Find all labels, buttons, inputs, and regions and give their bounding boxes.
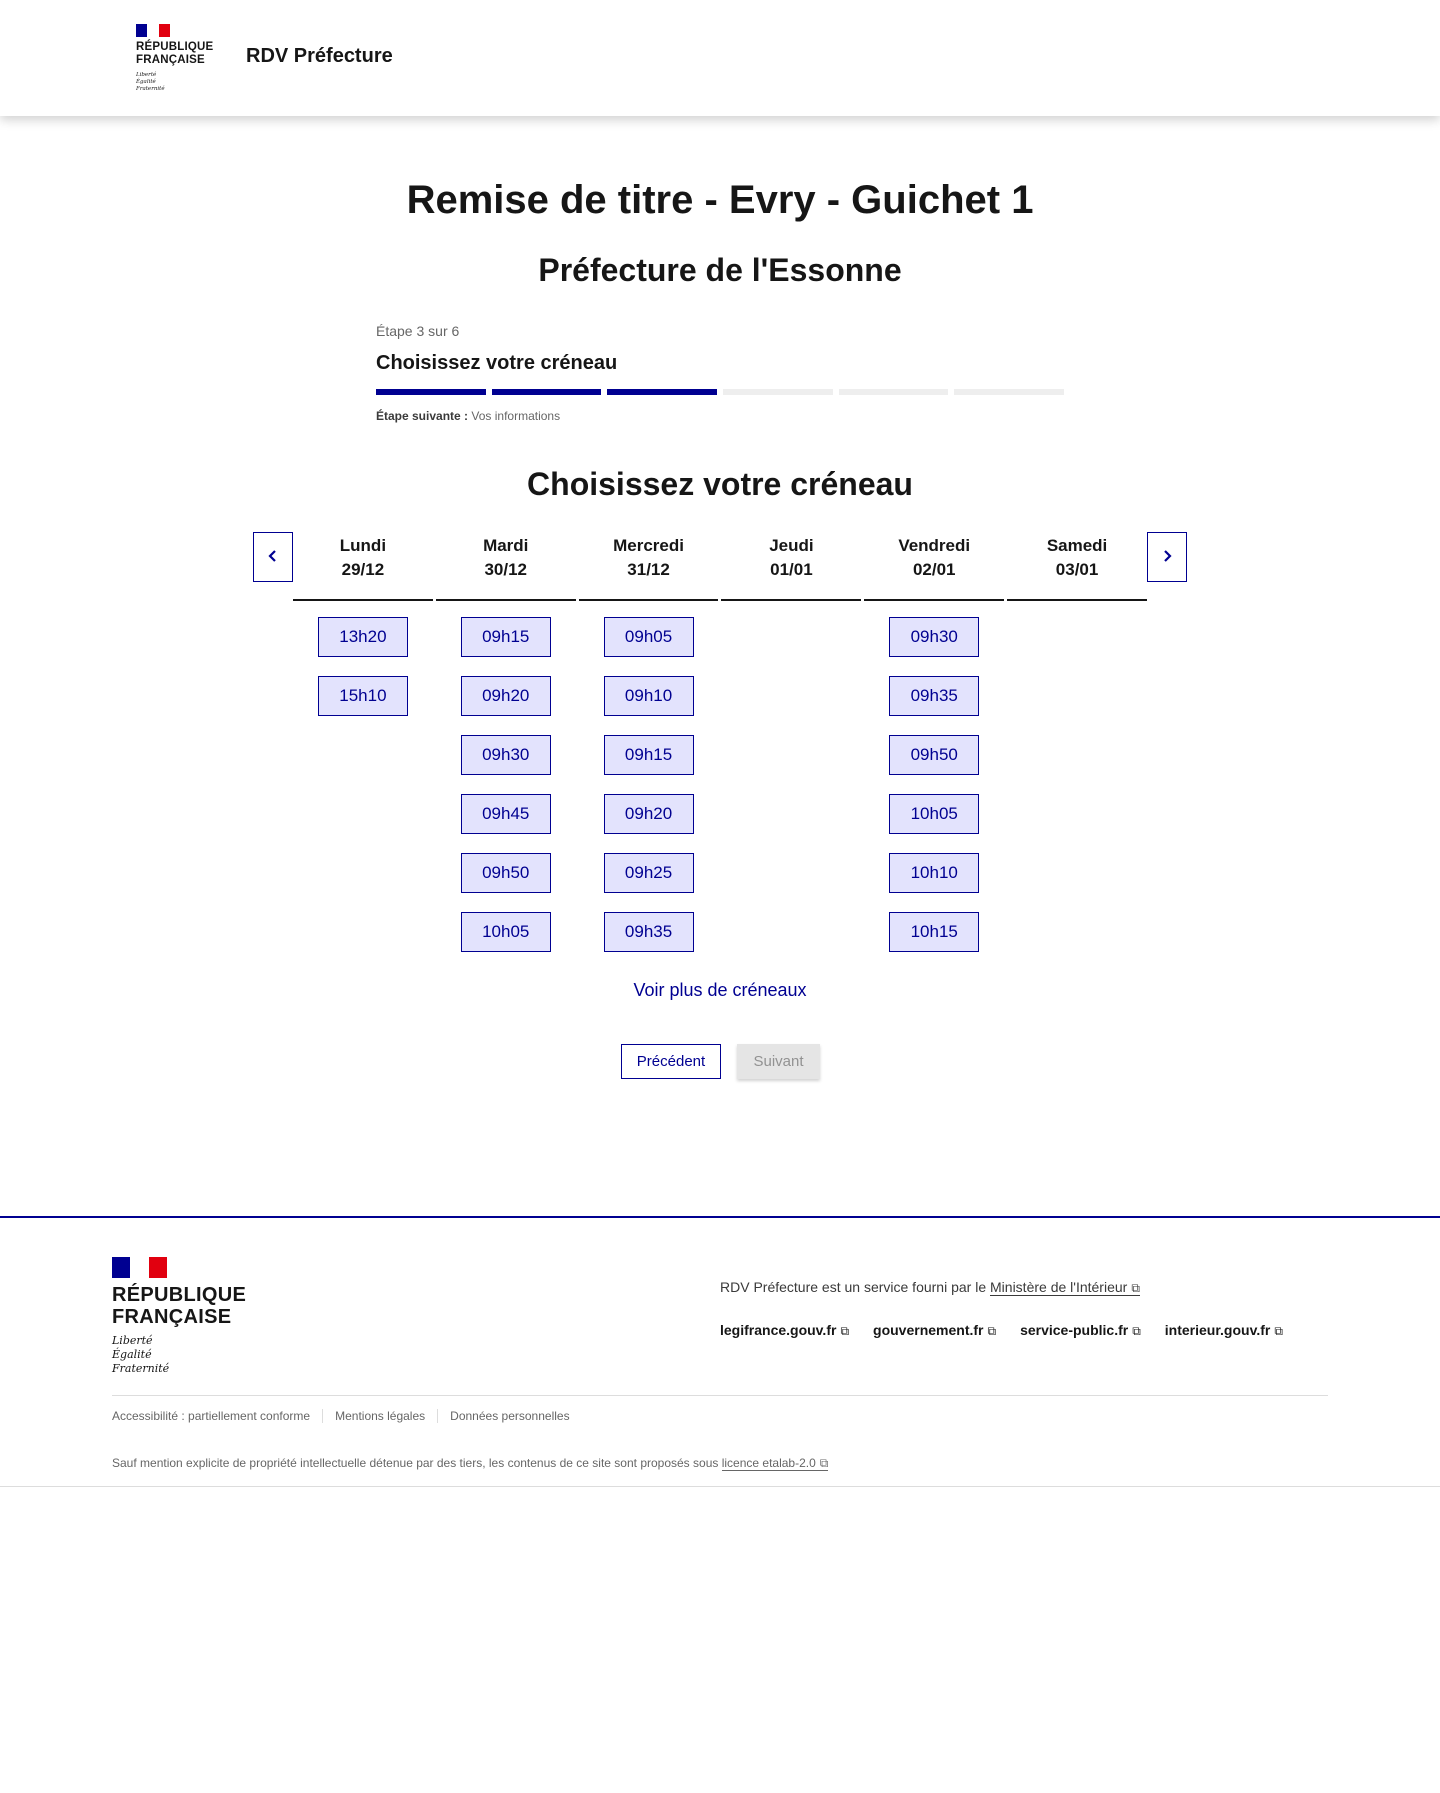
step-bar [723,389,833,395]
footer-link-gouvernement[interactable]: gouvernement.fr ⧉ [873,1322,997,1338]
license-text: Sauf mention explicite de propriété intellectuelle détenue par des tiers, les contenus de ce site sont proposés sous [112,1456,719,1470]
footer-link-interieur[interactable]: interieur.gouv.fr ⧉ [1164,1322,1283,1338]
step-next [376,409,1064,423]
time-slot-button[interactable]: 10h15 [889,912,979,952]
external-link-icon: ⧉ [840,1324,850,1338]
external-link-icon: ⧉ [1274,1324,1283,1338]
day-column [1007,532,1147,952]
time-slot-button[interactable]: 10h05 [461,912,551,952]
previous-button[interactable]: Précédent [621,1044,721,1079]
footer-link-legifrance[interactable]: legifrance.gouv.fr ⧉ [720,1322,850,1338]
day-column [436,532,576,952]
license-link[interactable]: licence etalab-2.0 ⧉ [721,1456,829,1470]
day-name: Samedi [1046,536,1108,555]
legal-notice-link[interactable]: Mentions légales [322,1409,437,1423]
footer-description-text: RDV Préfecture est un service fourni par le [720,1279,987,1295]
day-header [436,532,576,601]
footer-description [720,1279,1140,1296]
chevron-right-icon [1160,546,1174,569]
day-header [1007,532,1147,601]
step-next-value: Vos informations [471,409,561,423]
logo-motto: Liberté Égalité Fraternité [136,72,165,92]
footer-republique-francaise-logo[interactable] [112,1257,246,1376]
footer-links [720,1322,1283,1339]
time-slot-button[interactable]: 09h50 [889,735,979,775]
time-slot-button[interactable]: 09h05 [604,617,694,657]
day-date: 29/12 [341,560,385,579]
site-header [0,0,1440,116]
time-slot-button[interactable]: 09h20 [604,794,694,834]
calendar-days [293,532,1147,952]
day-column [721,532,861,952]
time-slot-button[interactable]: 10h05 [889,794,979,834]
time-slot-button[interactable]: 09h15 [461,617,551,657]
day-column [579,532,719,952]
french-flag-icon [136,24,170,37]
day-header [293,532,433,601]
time-slot-button[interactable]: 13h20 [318,617,408,657]
day-name: Vendredi [898,536,971,555]
day-name: Mercredi [613,536,684,555]
footer-logo-text-line-1: RÉPUBLIQUE [112,1284,247,1306]
chevron-left-icon [266,546,280,569]
step-bar [376,389,486,395]
external-link-icon: ⧉ [1131,1281,1140,1295]
day-name: Lundi [339,536,387,555]
next-button-disabled: Suivant [737,1044,820,1079]
site-footer [0,1216,1440,1488]
day-date: 03/01 [1055,560,1099,579]
time-slot-button[interactable]: 09h15 [604,735,694,775]
step-next-label: Étape suivante : [376,409,469,423]
page-subtitle: Préfecture de l'Essonne [538,252,902,288]
step-bar [492,389,602,395]
day-slots [864,601,1004,952]
day-name: Mardi [483,536,529,555]
day-name: Jeudi [769,536,814,555]
footer-bottom-links [112,1409,582,1423]
personal-data-link[interactable]: Données personnelles [437,1409,581,1423]
day-slots [579,601,719,952]
day-date: 01/01 [770,560,813,579]
day-date: 31/12 [627,560,670,579]
page-end-divider [0,1486,1440,1487]
next-week-button[interactable] [1147,532,1187,582]
stepper [376,323,1064,423]
more-slots-link[interactable]: Voir plus de créneaux [633,980,807,1000]
footer-link-service-public[interactable]: service-public.fr ⧉ [1020,1322,1141,1338]
step-current-title: Choisissez votre créneau [376,352,618,374]
day-header [579,532,719,601]
slots-section-title: Choisissez votre créneau [527,466,913,502]
day-slots [436,601,576,952]
french-flag-icon [112,1257,167,1278]
time-slot-button[interactable]: 09h35 [889,676,979,716]
day-slots [293,601,433,716]
step-progress-bar [376,389,1064,395]
day-header [864,532,1004,601]
step-bar [954,389,1064,395]
republique-francaise-logo[interactable] [136,24,216,93]
accessibility-link[interactable]: Accessibilité : partiellement conforme [112,1409,311,1423]
time-slot-button[interactable]: 09h20 [461,676,551,716]
time-slot-button[interactable]: 09h35 [604,912,694,952]
time-slot-button[interactable]: 15h10 [318,676,408,716]
logo-text-line-1: RÉPUBLIQUE [136,41,214,53]
page-title: Remise de titre - Evry - Guichet 1 [406,178,1034,222]
footer-license [112,1456,828,1471]
external-link-icon: ⧉ [1132,1324,1141,1338]
step-state: Étape 3 sur 6 [376,323,460,339]
external-link-icon: ⧉ [819,1456,829,1470]
footer-logo-motto: Liberté Égalité Fraternité [112,1334,170,1375]
external-link-icon: ⧉ [987,1324,997,1338]
time-slot-button[interactable]: 10h10 [889,853,979,893]
day-column [293,532,433,952]
day-slots [1007,601,1147,617]
time-slot-button[interactable]: 09h30 [461,735,551,775]
time-slot-button[interactable]: 09h25 [604,853,694,893]
step-bar [839,389,949,395]
service-name[interactable]: RDV Préfecture [246,45,393,67]
time-slot-button[interactable]: 09h45 [461,794,551,834]
day-date: 02/01 [912,560,956,579]
step-bar [607,389,717,395]
time-slot-button[interactable]: 09h10 [604,676,694,716]
footer-divider [112,1395,1328,1396]
day-slots [721,601,861,617]
time-slot-button[interactable]: 09h30 [889,617,979,657]
previous-week-button[interactable] [253,532,293,582]
day-header [721,532,861,601]
ministere-interieur-link[interactable]: Ministère de l'Intérieur ⧉ [990,1279,1140,1295]
time-slot-button[interactable]: 09h50 [461,853,551,893]
day-date: 30/12 [484,560,528,579]
footer-logo-text-line-2: FRANÇAISE [112,1306,232,1328]
logo-text-line-2: FRANÇAISE [136,53,205,66]
day-column [864,532,1004,952]
